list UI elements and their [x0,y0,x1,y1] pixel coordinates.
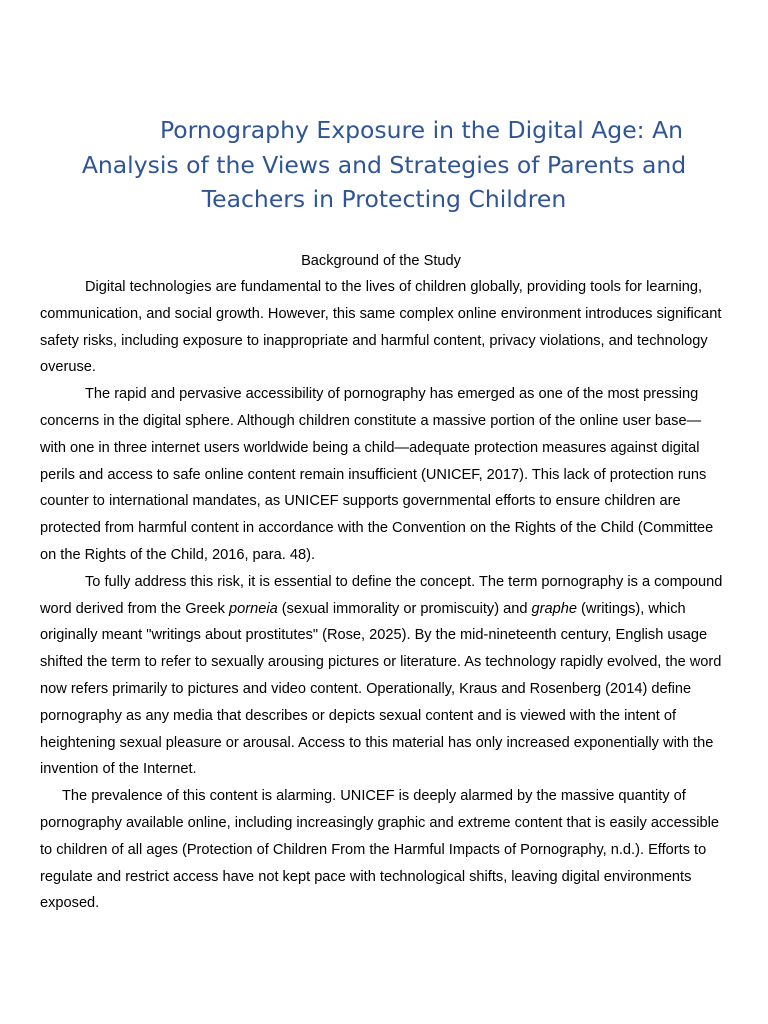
section-heading: Background of the Study [301,253,461,269]
title-line-3: Teachers in Protecting Children [201,185,567,213]
greek-term-graphe: graphe [531,600,577,617]
greek-term-porneia: porneia [229,600,278,617]
paragraph-1: Digital technologies are fundamental to the lives of children globally, providing tools for learning, communication, and social growth. However, this same complex online environment introduces significant safety risks, including exposure to inappropriate and harmful content, privacy violations, and technology overuse. [40,279,722,376]
title-line-1: Pornography Exposure in the Digital Age: An [159,116,684,144]
paragraph-3 [40,569,726,783]
paragraph-3-part-b: (sexual immorality or promiscuity) and [277,600,532,617]
page-title [40,113,728,217]
paragraph-3-part-a: To fully address this risk, it is essential to define the concept. The term pornography is a compound word derived from the Greek [40,573,723,617]
title-line-2: Analysis of the Views and Strategies of Parents and [81,150,687,179]
paragraph-2: The rapid and pervasive accessibility of pornography has emerged as one of the most pressing concerns in the digital sphere. Although children constitute a massive portion of the online user base—with one in three internet users worldwide being a child—adequate protection measures against digital perils and access to safe online content remain insufficient (UNICEF, 2017). This lack of protection runs counter to international mandates, as UNICEF supports governmental efforts to ensure children are protected from harmful content in accordance with the Convention on the Rights of the Child (Committee on the Rights of the Child, 2016, para. 48). [40,386,714,563]
document-body [40,274,726,917]
paragraph-4: The prevalence of this content is alarming. UNICEF is deeply alarmed by the massive quantity of pornography available online, including increasingly graphic and extreme content that is easily accessible to children of all ages (Protection of Children From the Harmful Impacts of Pornography, n.d.). Efforts to regulate and restrict access have not kept pace with technological shifts, leaving digital environments exposed. [40,788,720,912]
paragraph-3-part-c: (writings), which originally meant "writings about prostitutes" (Rose, 2025). By the mid-nineteenth century, English usage shifted the term to refer to sexually arousing pictures or literature. As technology rapidly evolved, the word now refers primarily to pictures and video content. Operationally, Kraus and Rosenberg (2014) define pornography as any media that describes or depicts sexual content and is viewed with the intent of heightening sexual pleasure or arousal. Access to this material has only increased exponentially with the invention of the Internet. [40,600,722,778]
